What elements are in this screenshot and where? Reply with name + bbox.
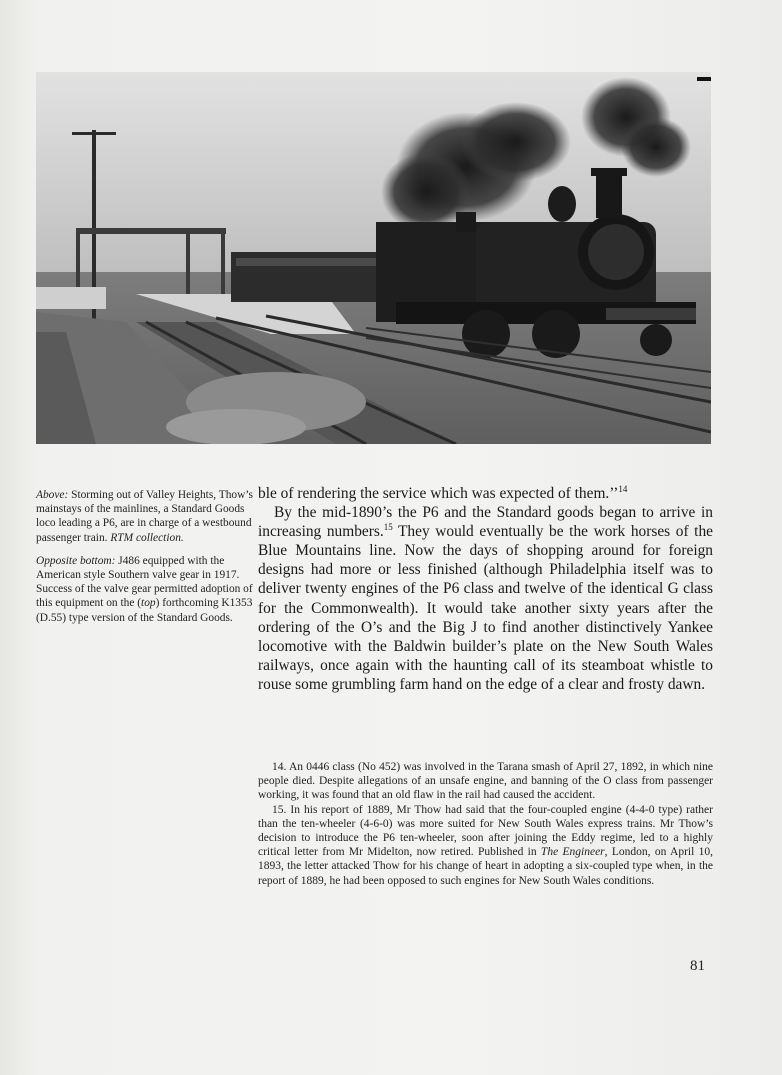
footnote-ref-15: 15 — [383, 522, 393, 533]
footnote-ref-14: 14 — [618, 483, 628, 494]
print-corner-mark — [697, 77, 711, 81]
caption-opposite-label: Opposite bottom: — [36, 554, 116, 567]
footnotes — [258, 760, 713, 888]
body-paragraph-1-text: ble of rendering the service which was expected of them.’’ — [258, 485, 619, 502]
main-body-text — [258, 484, 713, 694]
photo-caption — [36, 488, 254, 634]
footnote-15-text-2: , London, on April 10, 1893, the letter attacked Thow for his change of heart in adopting a six-coupled type when, in the report of 1889, he had been opposed to such engines for New South Wales conditions. — [258, 846, 713, 887]
locomotive-photo — [36, 72, 711, 444]
caption-opposite-text-1: J486 equipped with the American style Southern valve gear in 1917. Success of the valve gear permitted adoption of this equipment on the ( — [36, 554, 253, 610]
caption-opposite-text-2: ) forthcoming K1353 (D.55) type version of the Standard Goods. — [36, 597, 253, 624]
caption-opposite-top: top — [141, 597, 156, 610]
footnote-15-text-1: 15. In his report of 1889, Mr Thow had said that the four-coupled engine (4-4-0 type) rather than the ten-wheeler (4-6-0) was more suited for New South Wales express trains. Mr Thow’s decision to introduce the P6 ten-wheeler, soon after joining the Eddy regime, led to a highly critical letter from Mr Midelton, now retired. Published in — [258, 803, 713, 859]
footnote-15-journal: The Engineer — [540, 846, 605, 859]
caption-credit: RTM collection. — [110, 531, 184, 544]
footnote-14: 14. An 0446 class (No 452) was involved in the Tarana smash of April 27, 1892, in which nine people died. Despite allegations of an unsafe engine, and banning of the O class from passenger working, it was found that an old flaw in the rail had caused the accident. — [258, 761, 713, 802]
body-paragraph-2 — [258, 503, 713, 694]
caption-above — [36, 488, 254, 545]
caption-opposite — [36, 554, 254, 625]
body-paragraph-2-text-2: They would eventually be the work horses of the Blue Mountains line. Now the days of shopping around for foreign designs had more or less finished (although Philadelphia itself was to deliver twenty engines of the P6 class and twelve of the identical G class for the Commonwealth). It would take another sixty years after the ordering of the O’s and the Big J to find another distinctively Yankee locomotive with the Baldwin builder’s plate on the New South Wales railways, once again with the haunting call of its steamboat whistle to rouse some grumbling farm hand on the edge of a clear and frosty dawn. — [258, 523, 713, 693]
body-paragraph-2-text-1: By the mid-1890’s the P6 and the Standard goods began to arrive in increasing numbers. — [258, 504, 713, 541]
footnote-15 — [258, 803, 713, 888]
caption-above-label: Above: — [36, 489, 69, 501]
caption-above-text: Storming out of Valley Heights, Thow’s mainstays of the mainlines, a Standard Goods loco leading a P6, are in charge of a westbound passenger train. — [36, 489, 253, 544]
page-number: 81 — [690, 958, 705, 974]
body-paragraph-1 — [258, 484, 713, 503]
